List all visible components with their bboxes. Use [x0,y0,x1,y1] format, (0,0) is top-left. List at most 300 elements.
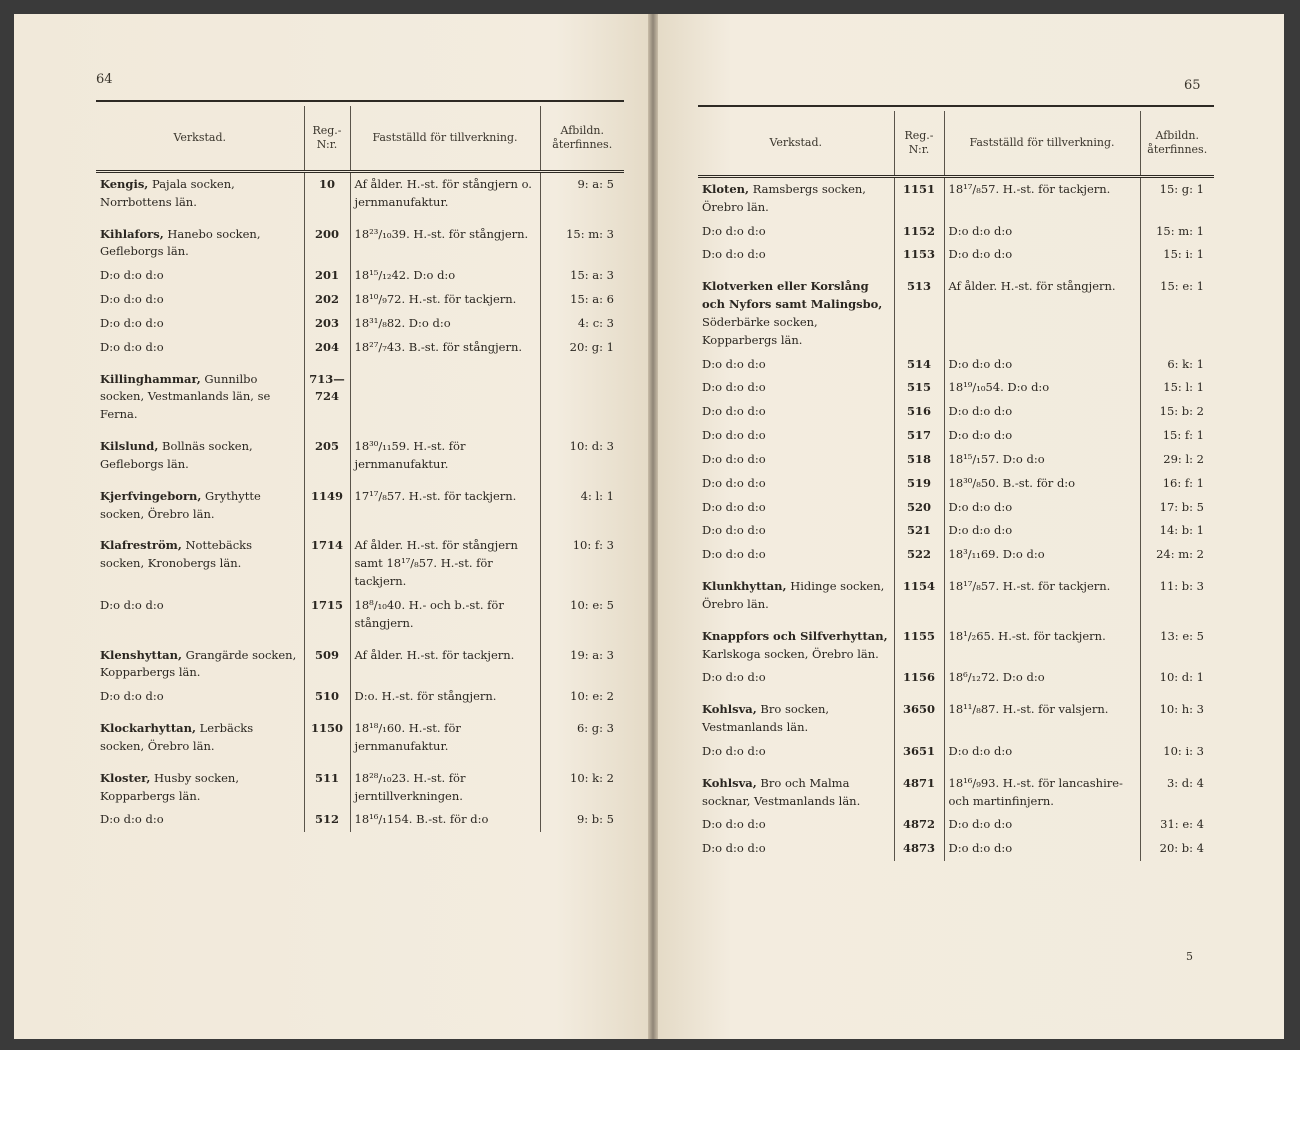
gap-cell [698,764,894,772]
reg-number: 205 [304,435,350,477]
manufacture-note: 18²³/₁₀39. H.-st. för stångjern. [350,223,540,265]
gap-cell [350,427,540,435]
table-row [698,837,1214,861]
verkstad-cell [698,220,894,244]
works-name: Knappfors och Silfverhyttan, [702,628,888,643]
manufacture-note: D:o. H.-st. för stångjern. [350,685,540,709]
gap-cell [350,360,540,368]
works-location: Bro socken, Vestmanlands län. [702,702,830,735]
reg-number: 522 [894,543,944,567]
reg-number: 200 [304,223,350,265]
figure-reference: 15: f: 1 [1162,428,1204,443]
verkstad-cell [96,312,304,336]
gap-cell [698,567,894,575]
entry-gap [698,267,1214,275]
table-row [698,772,1214,814]
ditto-location: D:o d:o d:o [702,547,766,562]
table-row [96,223,624,265]
manufacture-note: D:o d:o d:o [944,813,1140,837]
reg-number: 1149 [304,485,350,527]
figure-reference: 10: e: 5 [570,597,614,612]
verkstad-cell [698,496,894,520]
entry-gap [698,617,1214,625]
reg-number: 520 [894,496,944,520]
reg-number: 1154 [894,575,944,617]
works-name: Kloten, [702,182,750,196]
gap-cell [96,526,304,534]
manufacture-note: Af ålder. H.-st. för tackjern. [350,644,540,686]
ditto-location: D:o d:o d:o [100,812,164,827]
manufacture-note: 18²⁷/₇43. B.-st. för stångjern. [350,336,540,360]
table-row [96,435,624,477]
table-row [96,485,624,527]
figure-reference: 17: b: 5 [1159,499,1204,514]
figure-reference: 10: e: 2 [570,689,614,704]
manufacture-note: 18¹⁷/₈57. H.-st. för tackjern. [944,575,1140,617]
table-row [96,767,624,809]
works-location: Husby socken, Kopparbergs län. [100,770,239,803]
manufacture-note: Af ålder. H.-st. för stångjern. [944,275,1140,352]
table-row [698,666,1214,690]
verkstad-cell [698,575,894,617]
gap-cell [1140,267,1214,275]
gap-cell [350,215,540,223]
table-row [96,808,624,832]
reg-number: 204 [304,336,350,360]
gap-cell [350,636,540,644]
reg-number: 517 [894,424,944,448]
gap-cell [698,267,894,275]
gap-cell [944,567,1140,575]
book-gutter [648,14,658,1039]
manufacture-note: 18⁸/₁₀40. H.- och b.-st. för stångjern. [350,594,540,636]
verkstad-cell [698,740,894,764]
entry-gap [698,567,1214,575]
figure-reference: 10: i: 3 [1163,743,1204,758]
ditto-location: D:o d:o d:o [702,356,766,371]
table-row [96,288,624,312]
table-row [698,448,1214,472]
figure-reference: 4: c: 3 [577,315,614,330]
table-row [698,740,1214,764]
reg-number: 516 [894,400,944,424]
table-row [698,519,1214,543]
gap-cell [944,764,1140,772]
verkstad-cell [96,534,304,593]
table-row [698,220,1214,244]
gap-cell [698,617,894,625]
ditto-location: D:o d:o d:o [702,523,766,538]
table-row [96,594,624,636]
figure-reference: 15: a: 3 [570,268,614,283]
col-header-faststald: Fastställd för tillverkning. [944,111,1140,177]
figure-reference: 15: e: 1 [1160,279,1204,294]
gap-cell [304,427,350,435]
gap-cell [894,764,944,772]
figure-reference: 20: g: 1 [569,339,614,354]
figure-reference: 9: b: 5 [576,812,614,827]
table-row [698,424,1214,448]
figure-reference [540,368,624,427]
manufacture-note: Af ålder. H.-st. för stångjern o. jernmanufaktur. [350,172,540,215]
entry-gap [96,360,624,368]
works-location: Nottebäcks socken, Kronobergs län. [100,538,253,571]
manufacture-note: 18³¹/₈82. D:o d:o [350,312,540,336]
table-row [96,312,624,336]
gap-cell [350,759,540,767]
figure-reference: 14: b: 1 [1159,523,1204,538]
left-register-table [96,106,624,832]
gap-cell [540,636,624,644]
works-name: Klotverken eller Korslång och Nyfors samt Malingsbo, [702,279,883,312]
right-top-rule [698,105,1214,107]
gap-cell [350,477,540,485]
reg-number: 1153 [894,243,944,267]
reg-number: 513 [894,275,944,352]
works-name: Klenshyttan, [100,647,182,662]
reg-number: 4871 [894,772,944,814]
figure-reference: 16: f: 1 [1162,475,1204,490]
manufacture-note: D:o d:o d:o [944,424,1140,448]
verkstad-cell [96,485,304,527]
ditto-location: D:o d:o d:o [702,380,766,395]
manufacture-note: D:o d:o d:o [944,243,1140,267]
bottom-margin [0,1050,1300,1138]
works-name: Kilslund, [100,439,159,454]
figure-reference: 15: i: 1 [1163,247,1204,262]
col-header-verkstad: Verkstad. [698,111,894,177]
figure-reference: 3: d: 4 [1166,775,1204,790]
table-row [698,698,1214,740]
figure-reference: 6: g: 3 [576,721,614,736]
gap-cell [1140,617,1214,625]
ditto-location: D:o d:o d:o [702,223,766,238]
ditto-location: D:o d:o d:o [100,292,164,307]
reg-number: 201 [304,264,350,288]
works-location: Gunnilbo socken, Vestmanlands län, se Ferna. [100,371,271,422]
table-row [96,685,624,709]
gap-cell [540,477,624,485]
manufacture-note: D:o d:o d:o [944,496,1140,520]
ditto-location: D:o d:o d:o [100,339,164,354]
gap-cell [96,759,304,767]
figure-reference: 10: d: 3 [569,439,614,454]
entry-gap [96,709,624,717]
works-location: Hidinge socken, Örebro län. [702,579,885,611]
verkstad-cell [698,376,894,400]
figure-reference: 10: h: 3 [1159,702,1204,717]
figure-reference: 15: g: 1 [1159,182,1204,196]
table-row [698,543,1214,567]
works-location: Bollnäs socken, Gefleborgs län. [100,439,253,471]
manufacture-note: 18¹⁷/₈57. H.-st. för tackjern. [944,177,1140,220]
gap-cell [1140,690,1214,698]
gap-cell [304,526,350,534]
manufacture-note: D:o d:o d:o [944,353,1140,377]
col-header-faststald: Fastställd för tillverkning. [350,106,540,172]
manufacture-note: 18³/₁₁69. D:o d:o [944,543,1140,567]
page-number-left: 64 [96,72,113,87]
gap-cell [894,267,944,275]
verkstad-cell [96,264,304,288]
verkstad-cell [698,353,894,377]
table-row [96,172,624,215]
works-location: Grythytte socken, Örebro län. [100,488,261,521]
figure-reference: 20: b: 4 [1159,841,1204,856]
verkstad-cell [96,767,304,809]
figure-reference: 15: a: 6 [570,292,614,307]
reg-number: 511 [304,767,350,809]
ditto-location: D:o d:o d:o [100,689,164,704]
figure-reference: 9: a: 5 [577,177,614,191]
reg-number: 514 [894,353,944,377]
table-row [698,243,1214,267]
manufacture-note: 18⁶/₁₂72. D:o d:o [944,666,1140,690]
manufacture-note: 17¹⁷/₈57. H.-st. för tackjern. [350,485,540,527]
reg-number: 509 [304,644,350,686]
verkstad-cell [698,519,894,543]
entry-gap [96,427,624,435]
works-location: Ramsbergs socken, Örebro län. [702,182,866,214]
ditto-location: D:o d:o d:o [702,670,766,685]
ditto-location: D:o d:o d:o [702,743,766,758]
manufacture-note: 18¹⁹/₁₀54. D:o d:o [944,376,1140,400]
verkstad-cell [96,172,304,215]
entry-gap [96,477,624,485]
entry-gap [96,526,624,534]
manufacture-note: D:o d:o d:o [944,519,1140,543]
gap-cell [96,427,304,435]
reg-number: 518 [894,448,944,472]
ditto-location: D:o d:o d:o [702,499,766,514]
gap-cell [894,690,944,698]
verkstad-cell [698,772,894,814]
gap-cell [1140,567,1214,575]
gap-cell [944,267,1140,275]
manufacture-note: 18¹⁰/₉72. H.-st. för tackjern. [350,288,540,312]
entry-gap [96,215,624,223]
gap-cell [350,709,540,717]
table-row [698,353,1214,377]
works-name: Kjerfvingeborn, [100,488,202,503]
col-header-afbildn: Afbildn. återfinnes. [540,106,624,172]
figure-reference: 10: f: 3 [572,538,614,553]
figure-reference: 13: e: 5 [1160,628,1204,643]
reg-number: 515 [894,376,944,400]
manufacture-note: 18¹¹/₈87. H.-st. för valsjern. [944,698,1140,740]
verkstad-cell [96,336,304,360]
gap-cell [540,427,624,435]
works-location: Grangärde socken, Kopparbergs län. [100,647,297,680]
gap-cell [304,215,350,223]
reg-number: 4872 [894,813,944,837]
verkstad-cell [698,472,894,496]
manufacture-note: 18³⁰/₈50. B.-st. för d:o [944,472,1140,496]
gap-cell [96,477,304,485]
verkstad-cell [698,666,894,690]
verkstad-cell [96,368,304,427]
figure-reference: 15: m: 3 [566,226,614,241]
reg-number: 1156 [894,666,944,690]
ditto-location: D:o d:o d:o [702,475,766,490]
col-header-afbildn: Afbildn. återfinnes. [1140,111,1214,177]
verkstad-cell [96,808,304,832]
figure-reference: 15: l: 1 [1163,380,1204,395]
manufacture-note [350,368,540,427]
gap-cell [944,690,1140,698]
reg-number: 510 [304,685,350,709]
table-row [698,376,1214,400]
gap-cell [540,360,624,368]
verkstad-cell [698,543,894,567]
signature-number: 5 [1186,950,1193,963]
table-row [698,575,1214,617]
works-location: Pajala socken, Norrbottens län. [100,177,235,209]
gap-cell [540,709,624,717]
works-name: Kengis, [100,177,149,191]
works-name: Kohlsva, [702,702,757,717]
gap-cell [1140,764,1214,772]
manufacture-note: 18¹⁶/₉93. H.-st. för lancashire- och martinfinjern. [944,772,1140,814]
reg-number: 10 [304,172,350,215]
verkstad-cell [96,223,304,265]
table-row [96,368,624,427]
works-name: Klockarhyttan, [100,721,196,736]
works-location: Lerbäcks socken, Örebro län. [100,721,254,753]
reg-number: 203 [304,312,350,336]
works-name: Kihlafors, [100,226,164,241]
gap-cell [304,709,350,717]
verkstad-cell [698,813,894,837]
figure-reference: 10: d: 1 [1159,670,1204,685]
manufacture-note: Af ålder. H.-st. för stångjern samt 18¹⁷/₈57. H.-st. för tackjern. [350,534,540,593]
gap-cell [350,526,540,534]
works-name: Killinghammar, [100,371,201,386]
verkstad-cell [96,717,304,759]
reg-number: 519 [894,472,944,496]
verkstad-cell [698,698,894,740]
reg-number: 3651 [894,740,944,764]
ditto-location: D:o d:o d:o [702,817,766,832]
verkstad-cell [96,435,304,477]
figure-reference: 10: k: 2 [570,770,614,785]
reg-number: 3650 [894,698,944,740]
gap-cell [894,617,944,625]
manufacture-note: D:o d:o d:o [944,400,1140,424]
verkstad-cell [698,275,894,352]
ditto-location: D:o d:o d:o [702,451,766,466]
ditto-location: D:o d:o d:o [702,404,766,419]
works-name: Klafreström, [100,538,182,553]
entry-gap [698,690,1214,698]
gap-cell [304,477,350,485]
entry-gap [698,764,1214,772]
verkstad-cell [698,448,894,472]
gap-cell [304,636,350,644]
figure-reference: 31: e: 4 [1160,817,1204,832]
figure-reference: 11: b: 3 [1159,579,1204,594]
reg-number: 1714 [304,534,350,593]
reg-number: 202 [304,288,350,312]
gap-cell [944,617,1140,625]
gap-cell [540,215,624,223]
verkstad-cell [96,644,304,686]
manufacture-note: 18¹⁵/₁57. D:o d:o [944,448,1140,472]
verkstad-cell [698,837,894,861]
gap-cell [96,215,304,223]
col-header-reg: Reg.- N:r. [304,106,350,172]
works-location: Hanebo socken, Gefleborgs län. [100,226,261,259]
ditto-location: D:o d:o d:o [100,268,164,283]
right-register-table [698,111,1214,861]
table-row [698,177,1214,220]
ditto-location: D:o d:o d:o [100,597,164,612]
table-row [96,644,624,686]
reg-number: 521 [894,519,944,543]
figure-reference: 6: k: 1 [1167,356,1204,371]
verkstad-cell [96,685,304,709]
verkstad-cell [698,424,894,448]
verkstad-cell [96,288,304,312]
ditto-location: D:o d:o d:o [702,428,766,443]
ditto-location: D:o d:o d:o [100,315,164,330]
verkstad-cell [698,243,894,267]
works-location: Karlskoga socken, Örebro län. [702,646,879,661]
table-row [698,275,1214,352]
gap-cell [894,567,944,575]
table-row [698,813,1214,837]
table-row [96,264,624,288]
figure-reference: 15: b: 2 [1159,404,1204,419]
reg-number: 1155 [894,625,944,667]
verkstad-cell [698,400,894,424]
works-name: Kohlsva, [702,775,757,790]
reg-number: 512 [304,808,350,832]
manufacture-note: 18³⁰/₁₁59. H.-st. för jernmanufaktur. [350,435,540,477]
figure-reference: 29: l: 2 [1163,451,1204,466]
reg-number: 1152 [894,220,944,244]
col-header-verkstad: Verkstad. [96,106,304,172]
reg-number: 1150 [304,717,350,759]
col-header-reg: Reg.- N:r. [894,111,944,177]
gap-cell [96,636,304,644]
gap-cell [540,526,624,534]
table-row [96,717,624,759]
figure-reference: 15: m: 1 [1156,223,1204,238]
manufacture-note: D:o d:o d:o [944,740,1140,764]
gap-cell [96,709,304,717]
reg-number: 4873 [894,837,944,861]
table-row [96,336,624,360]
gap-cell [96,360,304,368]
ditto-location: D:o d:o d:o [702,841,766,856]
gap-cell [540,759,624,767]
verkstad-cell [698,625,894,667]
works-name: Kloster, [100,770,151,785]
table-row [698,472,1214,496]
reg-number: 713—724 [304,368,350,427]
works-location: Bro och Malma socknar, Vestmanlands län. [702,775,861,808]
figure-reference: 24: m: 2 [1156,547,1204,562]
gap-cell [698,690,894,698]
gap-cell [304,759,350,767]
figure-reference: 19: a: 3 [570,647,614,662]
page-number-right: 65 [1184,78,1201,93]
figure-reference: 4: l: 1 [580,488,614,503]
manufacture-note: 18¹⁸/₁60. H.-st. för jernmanufaktur. [350,717,540,759]
ditto-location: D:o d:o d:o [702,247,766,262]
verkstad-cell [96,594,304,636]
